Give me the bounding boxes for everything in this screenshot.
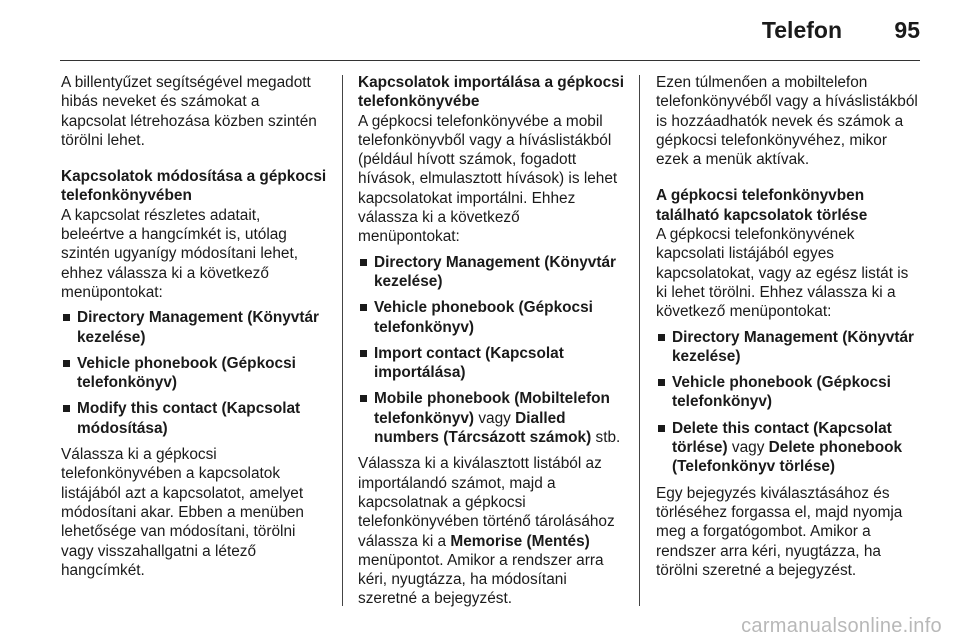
column-3 bbox=[656, 73, 922, 580]
list-item bbox=[358, 253, 624, 292]
body-text: menüpontot. Amikor a rendszer arra kéri, nyugtázza, ha módosítani szeretné a bejegyzést. bbox=[358, 551, 604, 608]
bullet-icon bbox=[360, 259, 367, 266]
section-heading: A gépkocsi telefonkönyvben található kapcsolatok törlése bbox=[656, 187, 868, 224]
intro-paragraph: A billentyűzet segítségével megadott hibás neveket és számokat a kapcsolat létrehozása közben szintén törölni lehet. bbox=[61, 74, 317, 149]
menu-item-label: Import contact (Kapcsolat importálása) bbox=[374, 344, 564, 382]
page-number: 95 bbox=[894, 17, 920, 43]
column-divider-1 bbox=[342, 75, 343, 606]
column-divider-2 bbox=[639, 75, 640, 606]
menu-item-label: Directory Management (Könyvtár kezelése) bbox=[374, 253, 617, 290]
column-1 bbox=[61, 73, 327, 580]
watermark-text: carmanualsonline.info bbox=[741, 615, 942, 637]
list-item bbox=[61, 354, 327, 393]
body-paragraph: Egy bejegyzés kiválasztásához és törléséhez forgassa el, majd nyomja meg a forgatógombot. Amikor a rendszer arra kéri, nyugtázza, ha törölni szeretné a bejegyzést. bbox=[656, 484, 903, 579]
list-item bbox=[358, 389, 624, 447]
section-heading: Kapcsolatok módosítása a gépkocsi telefonkönyvében bbox=[61, 168, 327, 205]
suffix-text: stb. bbox=[591, 429, 621, 447]
bullet-icon bbox=[360, 395, 367, 402]
list-item bbox=[358, 298, 624, 337]
column-2 bbox=[358, 73, 624, 609]
menu-item-label: Memorise (Mentés) bbox=[450, 532, 590, 550]
bullet-icon bbox=[63, 405, 70, 412]
list-item bbox=[656, 419, 922, 477]
body-text: Válassza ki a kiválasztott listából az importálandó számot, majd a kapcsolatnak a gépkocsi telefonkönyvében történő tárolásához válassza ki a bbox=[358, 455, 615, 550]
section-heading: Kapcsolatok importálása a gépkocsi telefonkönyvébe bbox=[358, 74, 625, 111]
conjunction-text: vagy bbox=[727, 439, 769, 457]
bullet-icon bbox=[63, 360, 70, 367]
intro-paragraph: Ezen túlmenően a mobiltelefon telefonkönyvéből vagy a híváslistákból is hozzáadhatók nevek és számok a gépkocsi telefonkönyvéhez, mikor ezek a menük aktívak. bbox=[656, 74, 918, 169]
menu-item-label: Directory Management (Könyvtár kezelése) bbox=[77, 309, 320, 346]
menu-item-label: Delete phonebook (Telefonkönyv törlése) bbox=[672, 439, 903, 476]
list-item bbox=[358, 344, 624, 383]
bullet-icon bbox=[360, 350, 367, 357]
list-item bbox=[61, 399, 327, 438]
menu-path-list bbox=[358, 253, 624, 448]
body-paragraph bbox=[358, 454, 624, 608]
list-item bbox=[656, 373, 922, 412]
list-item bbox=[656, 328, 922, 367]
menu-path-list bbox=[61, 308, 327, 438]
body-paragraph: A gépkocsi telefonkönyvébe a mobil telefonkönyvből vagy a híváslistákból (például hívott számok, fogadott hívások, elmulasztott hívások) is lehet kapcsolatokat importálni. Ehhez válassza ki a következő menüpontokat: bbox=[358, 112, 618, 246]
bullet-icon bbox=[360, 304, 367, 311]
body-paragraph: A kapcsolat részletes adatait, beleértve a hangcímkét is, utólag szintén ugyanígy módosítani lehet, ehhez válassza ki a következő menüpontokat: bbox=[61, 206, 298, 301]
menu-item-label: Mobile phonebook (Mobiltelefon telefonkönyv) bbox=[374, 390, 610, 427]
menu-item-label: Delete this contact (Kapcsolat törlése) bbox=[672, 419, 892, 457]
body-paragraph: A gépkocsi telefonkönyvének kapcsolati listájából egyes kapcsolatokat, vagy az egész listát is ki lehet törölni. Ehhez válassza ki a következő menüpontokat: bbox=[656, 226, 909, 321]
list-item bbox=[61, 308, 327, 347]
menu-item-label: Directory Management (Könyvtár kezelése) bbox=[672, 328, 915, 365]
menu-item-label: Vehicle phonebook (Gépkocsi telefonkönyv) bbox=[374, 299, 593, 336]
bullet-icon bbox=[658, 379, 665, 386]
page-title: Telefon bbox=[761, 17, 842, 43]
menu-item-label: Vehicle phonebook (Gépkocsi telefonkönyv) bbox=[672, 374, 891, 411]
page-header bbox=[0, 0, 960, 60]
menu-item-label: Modify this contact (Kapcsolat módosítása) bbox=[77, 400, 301, 437]
bullet-icon bbox=[658, 334, 665, 341]
bullet-icon bbox=[63, 314, 70, 321]
menu-item-label: Dialled numbers (Tárcsázott számok) bbox=[374, 409, 592, 447]
conjunction-text: vagy bbox=[474, 409, 516, 427]
menu-path-list bbox=[656, 328, 922, 477]
header-divider bbox=[60, 60, 920, 61]
bullet-icon bbox=[658, 425, 665, 432]
body-paragraph: Válassza ki a gépkocsi telefonkönyvében a kapcsolatok listájából azt a kapcsolatot, amelyet módosítani akar. Ebben a menüben lehetősége van módosítani, törölni vagy visszahallgatni a létező hangcímkét. bbox=[61, 446, 304, 579]
menu-item-label: Vehicle phonebook (Gépkocsi telefonkönyv) bbox=[77, 354, 296, 392]
